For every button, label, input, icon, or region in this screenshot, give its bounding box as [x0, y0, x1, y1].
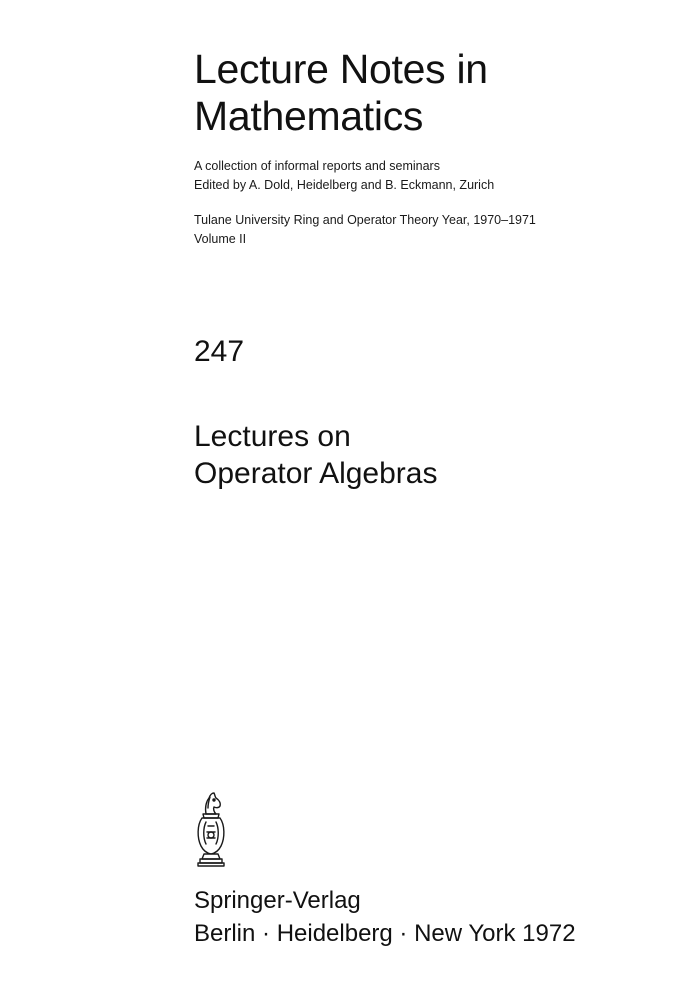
volume-number: 247	[194, 335, 245, 368]
springer-logo-icon	[194, 792, 228, 868]
publisher-name: Springer-Verlag	[194, 887, 361, 914]
volume-part: Volume II	[194, 232, 247, 246]
publisher	[194, 884, 576, 950]
volume-program: Tulane University Ring and Operator Theory Year, 1970–1971	[194, 213, 536, 227]
series-title-line-1: Lecture Notes in	[194, 46, 488, 92]
series-title-line-2: Mathematics	[194, 93, 424, 139]
series-description: A collection of informal reports and seminars	[194, 159, 440, 173]
series-subtitle	[194, 157, 494, 195]
series-title	[194, 46, 488, 140]
volume-info	[194, 211, 536, 249]
book-title-line-1: Lectures on	[194, 420, 351, 453]
series-editors: Edited by A. Dold, Heidelberg and B. Eckmann, Zurich	[194, 178, 495, 192]
book-title	[194, 418, 437, 492]
publisher-imprint: Berlin · Heidelberg · New York 1972	[194, 920, 576, 947]
book-title-line-2: Operator Algebras	[194, 457, 438, 490]
